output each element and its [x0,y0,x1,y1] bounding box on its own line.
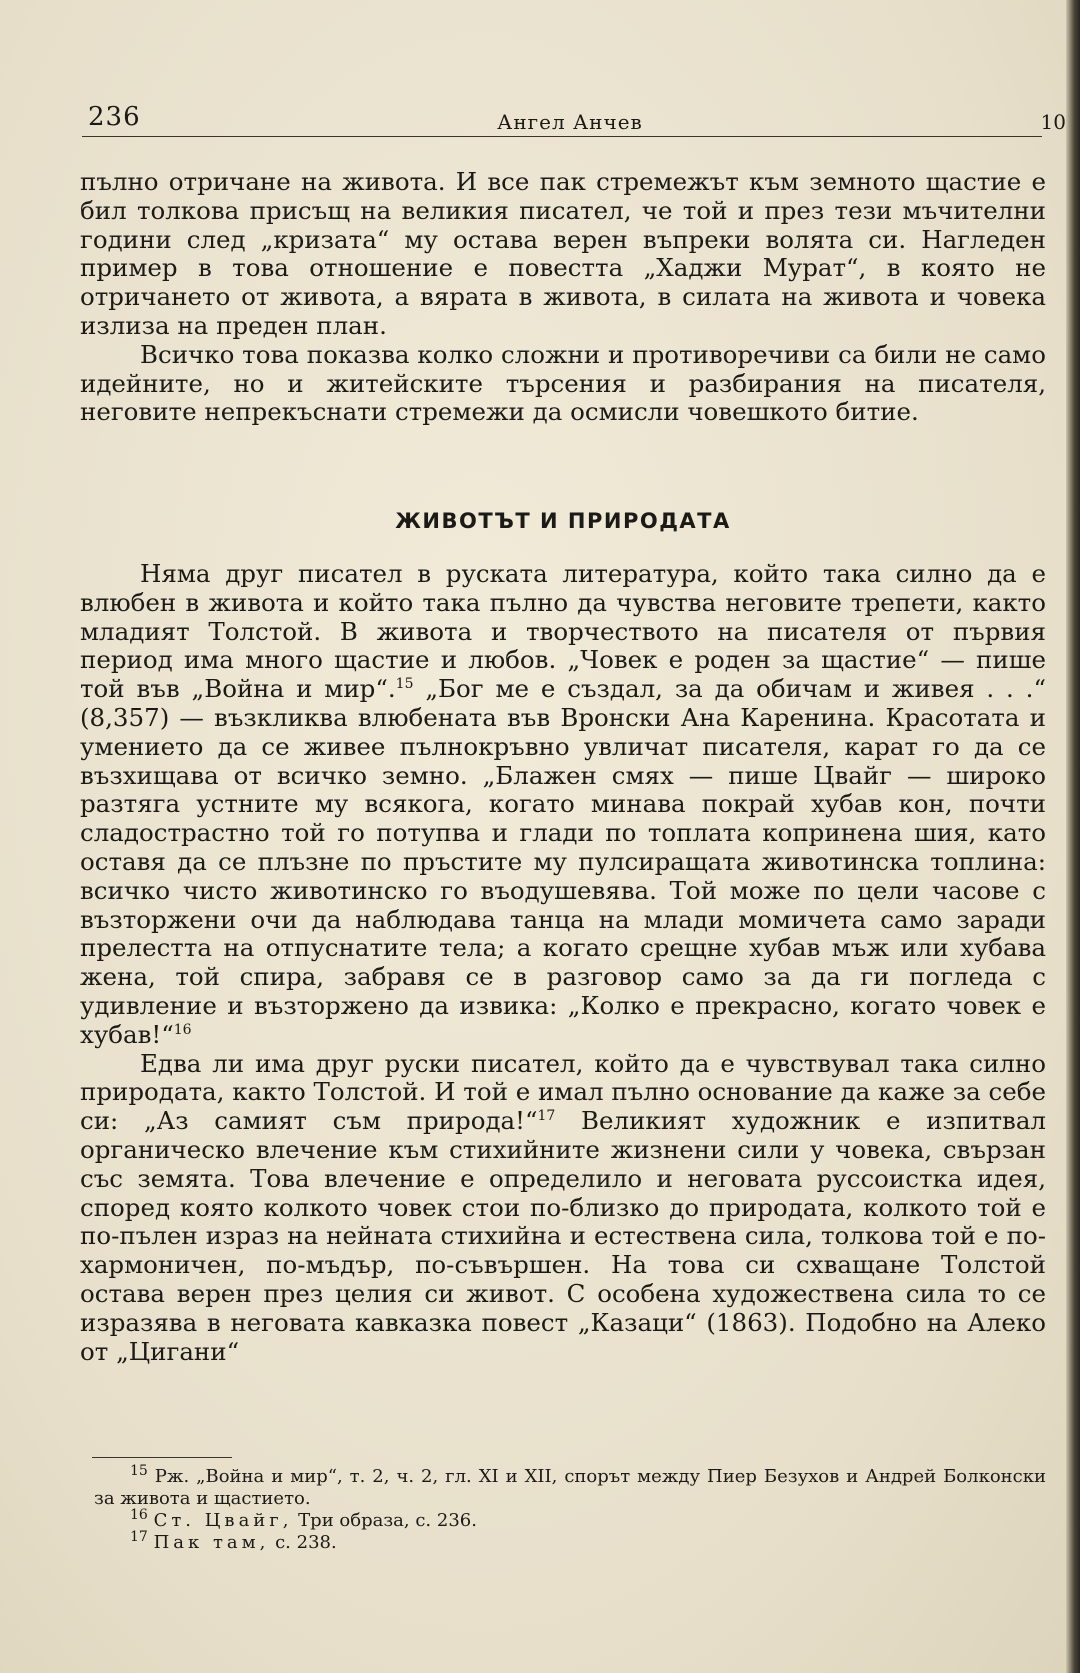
header-rule [82,136,1042,137]
body-text-continued [80,168,1046,427]
footnote-author: Пак там, [153,1532,270,1553]
footnote-text: Рж. „Война и мир“, т. 2, ч. 2, гл. XI и XII, спорът между Пиер Безухов и Андрей Болконски за живота и щастието. [94,1466,1046,1509]
margin-mark: 10 [1040,110,1066,134]
paragraph-text: „Бог ме е създал, за да обичам и живея . . .“ (8,357) — възкликва влюбената във Вронски Ана Каренина. Красотата и умението да се живее пълнокръвно увличат писателя, карат го да се възхищава от всичко земно. „Блажен смях — пише Цвайг — широко разтяга устните му всякога, когато минава покрай хубав кон, почти сладострастно той го потупва и глади по топлата копринена шия, като оставя да се плъзне по пръстите му пулсиращата животинска топлина: всичко чисто животинско го въодушевява. Той може по цели часове с възторжени очи да наблюдава танца на млади момичета само заради прелестта на отпуснатите тела; а когато срещне хубав мъж или хубава жена, той спира, забравя се в разговор само за да ги погледа с удивление и възторжено да извика: „Колко е прекрасно, когато човек е хубав!“ [80,674,1046,1049]
footnote-17 [94,1529,1046,1554]
running-head-author: Ангел Анчев [497,110,643,134]
book-spine-edge [1066,0,1080,1673]
footnotes [94,1463,1046,1554]
paragraph [80,560,1046,1050]
footnote-15 [94,1463,1046,1510]
footnote-rule [92,1457,232,1458]
body-text-section [80,560,1046,1366]
footnote-number: 15 [130,1463,148,1479]
footnote-ref-17[interactable]: 17 [537,1107,556,1124]
paragraph-text: Великият художник е изпитвал органическо влечение към стихийните жизнени сили у човека, свързан със земята. Това влечение е определило и неговата руссоистка идея, според която колкото човек стои по-близко до природата, колкото той е по-пълен израз на нейната стихийна и естествена сила, толкова той е по-хармоничен, по-мъдър, по-съвършен. На това си схващане Толстой остава верен през целия си живот. С особена художествена сила то се изразява в неговата кавказка повест „Казаци“ (1863). Подобно на Алеко от „Цигани“ [80,1106,1046,1366]
page-header [88,102,1066,136]
page-number: 236 [88,102,141,132]
section-title: ЖИВОТЪТ И ПРИРОДАТА [395,509,731,533]
paragraph-text: Едва ли има друг руски писател, който да е чувствувал така силно природата, както Толстой. И той е имал пълно основание да каже за себе си: „Аз самият съм природа!“ [80,1048,1047,1136]
footnote-author: Ст. Цвайг, [153,1510,293,1531]
footnote-ref-15[interactable]: 15 [395,676,414,693]
paragraph: Всичко това показва колко сложни и противоречиви са били не само идейните, но и житейските търсения и разбирания на писателя, неговите непрекъснати стремежи да осмисли човешкото битие. [80,339,1046,427]
footnote-ref-16[interactable]: 16 [173,1021,192,1038]
footnote-number: 16 [130,1507,148,1523]
footnote-16 [94,1507,1046,1532]
footnote-text: Три образа, с. 236. [292,1510,477,1531]
paragraph: пълно отричане на живота. И все пак стремежът към земното щастие е бил толкова присъщ на великия писател, че той и през тези мъчителни години след „кризата“ му остава верен въпреки волята си. Нагледен пример в това отношение е повестта „Хаджи Мурат“, в която не отричането от живота, а вярата в живота, в силата на живота и човека излиза на преден план. [80,167,1046,340]
footnote-text: с. 238. [269,1532,337,1553]
paragraph-text: Няма друг писател в руската литература, който така силно да е влюбен в живота и който така пълно да чувства неговите трепети, както младият Толстой. В живота и творчеството на писателя от първия период има много щастие и любов. „Човек е роден за щастие“ — пише той във „Война и мир“. [80,559,1046,704]
footnote-number: 17 [130,1529,148,1545]
paragraph [80,1050,1046,1367]
